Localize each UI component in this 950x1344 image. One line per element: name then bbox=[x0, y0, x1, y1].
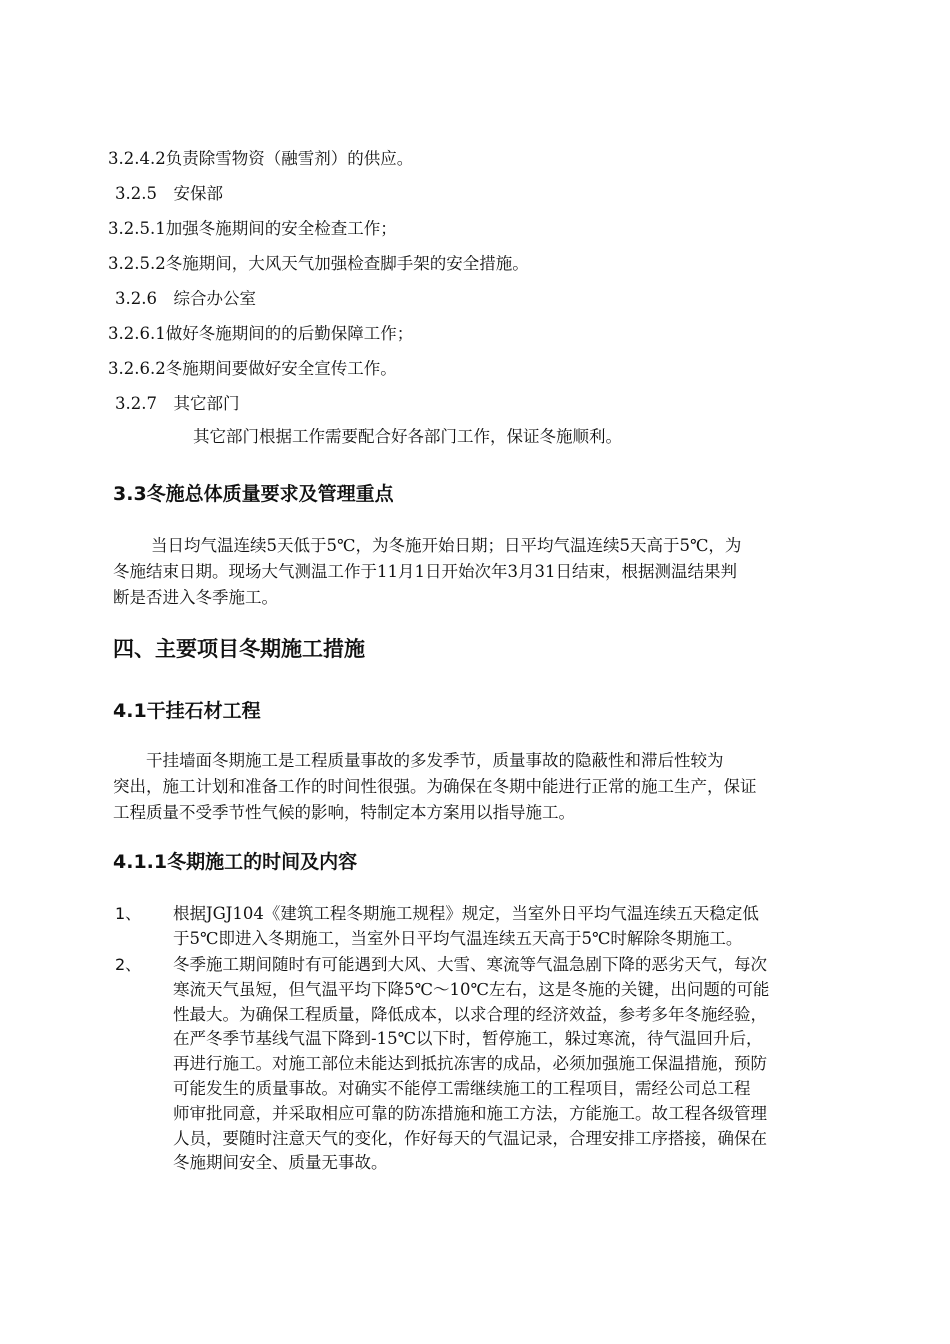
paragraph-line: 突出，施工计划和准备工作的时间性很强。为确保在冬期中能进行正常的施工生产，保证 bbox=[113, 777, 757, 796]
section-3-2-5: 3.2.5 安保部 bbox=[115, 184, 223, 203]
paragraph-line: 当日均气温连续5天低于5℃，为冬施开始日期；日平均气温连续5天高于5℃，为 bbox=[151, 536, 742, 555]
paragraph-3-3 bbox=[113, 533, 837, 611]
paragraph-line: 断是否进入冬季施工。 bbox=[113, 588, 278, 607]
paragraph-line: 干挂墙面冬期施工是工程质量事故的多发季节，质量事故的隐蔽性和滞后性较为 bbox=[146, 751, 724, 770]
list-item-line: 人员，要随时注意天气的变化，作好每天的气温记录，合理安排工序搭接，确保在 bbox=[173, 1128, 767, 1148]
section-3-2-7-body: 其它部门根据工作需要配合好各部门工作，保证冬施顺利。 bbox=[193, 427, 622, 446]
list-item-line: 在严冬季节基线气温下降到-15℃以下时，暂停施工，躲过寒流，待气温回升后， bbox=[173, 1029, 763, 1049]
section-3-2-7: 3.2.7 其它部门 bbox=[115, 394, 240, 413]
section-3-2-4-2: 3.2.4.2负责除雪物资（融雪剂）的供应。 bbox=[108, 149, 414, 168]
list-item-1 bbox=[173, 902, 839, 952]
list-item-2 bbox=[173, 953, 839, 1176]
paragraph-4-1 bbox=[113, 748, 839, 826]
section-3-2-5-2: 3.2.5.2冬施期间，大风天气加强检查脚手架的安全措施。 bbox=[108, 254, 529, 273]
section-3-2-6-2: 3.2.6.2冬施期间要做好安全宣传工作。 bbox=[108, 359, 397, 378]
list-item-line: 冬施期间安全、质量无事故。 bbox=[173, 1153, 388, 1173]
paragraph-line: 工程质量不受季节性气候的影响，特制定本方案用以指导施工。 bbox=[113, 803, 575, 822]
section-3-2-6-1: 3.2.6.1做好冬施期间的的后勤保障工作； bbox=[108, 324, 414, 343]
list-item-line: 性最大。为确保工程质量，降低成本，以求合理的经济效益，参考多年冬施经验， bbox=[173, 1004, 767, 1024]
heading-4-1-1: 4.1.1冬期施工的时间及内容 bbox=[113, 851, 358, 873]
heading-3-3: 3.3冬施总体质量要求及管理重点 bbox=[113, 483, 394, 505]
list-item-line: 根据JGJ104《建筑工程冬期施工规程》规定，当室外日平均气温连续五天稳定低 bbox=[173, 904, 759, 923]
section-3-2-6: 3.2.6 综合办公室 bbox=[115, 289, 256, 308]
list-item-line: 冬季施工期间随时有可能遇到大风、大雪、寒流等气温急剧下降的恶劣天气，每次 bbox=[173, 955, 767, 974]
heading-4: 四、主要项目冬期施工措施 bbox=[113, 637, 365, 661]
list-item-line: 再进行施工。对施工部位未能达到抵抗冻害的成品，必须加强施工保温措施，预防 bbox=[173, 1054, 767, 1074]
section-3-2-5-1: 3.2.5.1加强冬施期间的安全检查工作； bbox=[108, 219, 397, 238]
paragraph-line: 冬施结束日期。现场大气测温工作于11月1日开始次年3月31日结束，根据测温结果判 bbox=[113, 562, 737, 581]
list-item-line: 师审批同意，并采取相应可靠的防冻措施和施工方法，方能施工。故工程各级管理 bbox=[173, 1103, 767, 1123]
heading-4-1: 4.1干挂石材工程 bbox=[113, 700, 261, 722]
list-item-line: 于5℃即进入冬期施工，当室外日平均气温连续五天高于5℃时解除冬期施工。 bbox=[173, 928, 743, 948]
list-number: 1、 bbox=[115, 904, 142, 923]
list-number: 2、 bbox=[115, 955, 142, 974]
list-item-line: 寒流天气虽短，但气温平均下降5℃～10℃左右，这是冬施的关键，出问题的可能 bbox=[173, 979, 770, 999]
list-item-line: 可能发生的质量事故。对确实不能停工需继续施工的工程项目，需经公司总工程 bbox=[173, 1078, 751, 1098]
